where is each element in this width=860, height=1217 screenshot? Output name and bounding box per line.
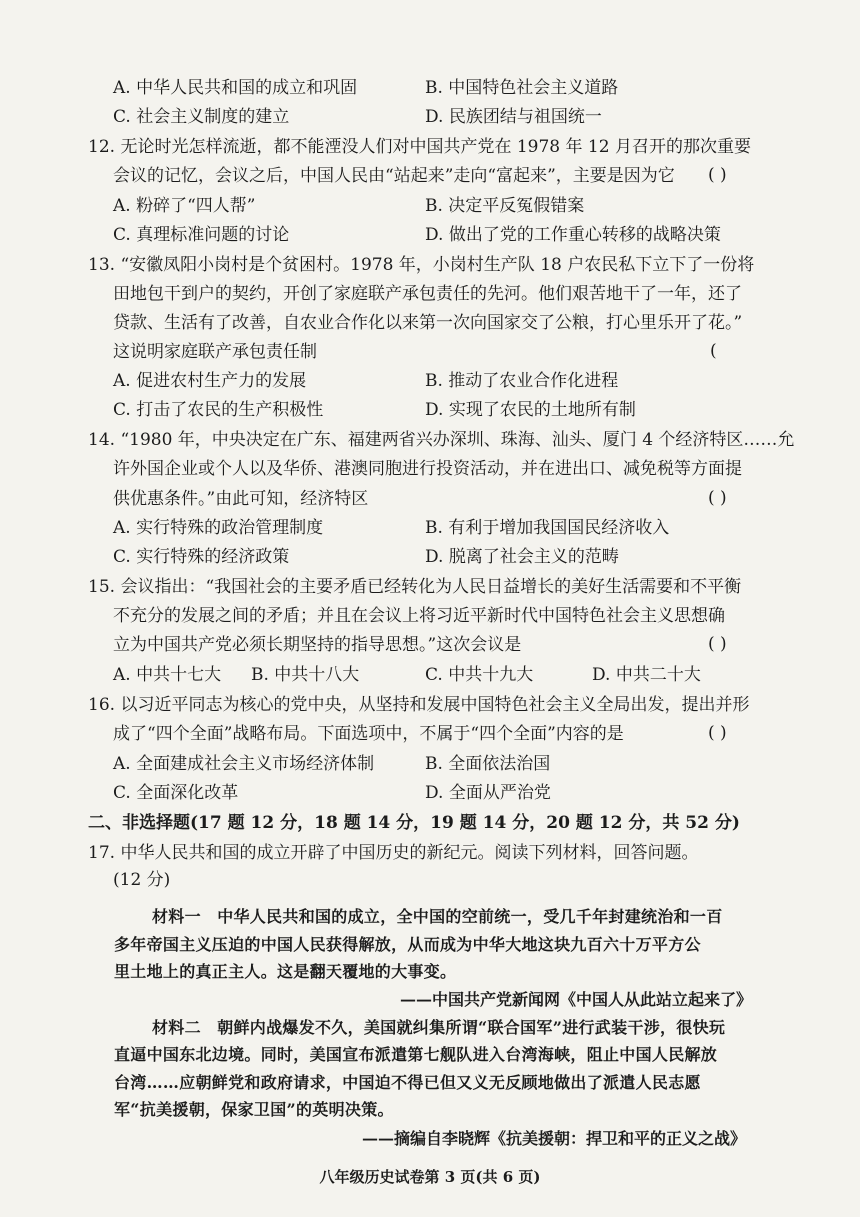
q15-stem-line3: 立为中国共产党必须长期坚持的指导思想。”这次会议是: [113, 635, 522, 655]
material-1-line3: 里土地上的真正主人。这是翻天覆地的大事变。: [114, 962, 457, 981]
q12-stem-line1: 12. 无论时光怎样流逝，都不能湮没人们对中国共产党在 1978 年 12 月召开的那次重要: [88, 137, 751, 157]
q15-option-a: A. 中共十七大: [113, 665, 222, 685]
q16-option-d: D. 全面从严治党: [425, 783, 551, 803]
q13-answer-paren: (: [710, 341, 717, 361]
q13-option-a: A. 促进农村生产力的发展: [113, 371, 307, 391]
material-1-line2: 多年帝国主义压迫的中国人民获得解放，从而成为中华大地这块九百六十万平方公: [114, 935, 701, 954]
q15-option-c: C. 中共十九大: [425, 665, 534, 685]
q12-option-c: C. 真理标准问题的讨论: [113, 225, 290, 245]
material-2-line4: 军“抗美援朝，保家卫国”的英明决策。: [114, 1100, 394, 1119]
material-1-line1: 材料一 中华人民共和国的成立，全中国的空前统一，受几千年封建统治和一百: [152, 907, 723, 926]
material-2-line2: 直逼中国东北边境。同时，美国宣布派遣第七舰队进入台湾海峡，阻止中国人民解放: [114, 1045, 718, 1064]
q14-answer-paren: ( ): [708, 488, 727, 508]
q13-stem-line4: 这说明家庭联产承包责任制: [113, 342, 317, 362]
material-2-line3: 台湾……应朝鲜党和政府请求，中国迫不得已但又义无反顾地做出了派遣人民志愿: [114, 1073, 701, 1092]
q13-stem-line3: 贷款、生活有了改善，自农业合作化以来第一次向国家交了公粮，打心里乐开了花。”: [113, 313, 743, 333]
q15-option-d: D. 中共二十大: [592, 665, 701, 685]
page-footer: 八年级历史试卷第 3 页(共 6 页): [319, 1168, 541, 1186]
q11-option-b: B. 中国特色社会主义道路: [425, 78, 619, 98]
q16-stem-line2: 成了“四个全面”战略布局。下面选项中，不属于“四个全面”内容的是: [113, 724, 624, 744]
material-2-line1: 材料二 朝鲜内战爆发不久，美国就纠集所谓“联合国军”进行武装干涉，很快玩: [152, 1018, 726, 1037]
q16-option-c: C. 全面深化改革: [113, 783, 239, 803]
q12-answer-paren: ( ): [708, 165, 727, 185]
q13-stem-line1: 13. “安徽凤阳小岗村是个贫困村。1978 年，小岗村生产队 18 户农民私下立下了一份将: [88, 255, 755, 275]
q17-stem-line1: 17. 中华人民共和国的成立开辟了中国历史的新纪元。阅读下列材料，回答问题。: [88, 843, 699, 863]
q16-option-a: A. 全面建成社会主义市场经济体制: [113, 754, 375, 774]
q16-answer-paren: ( ): [708, 723, 727, 743]
q14-stem-line3: 供优惠条件。”由此可知，经济特区: [113, 489, 369, 509]
q15-option-b: B. 中共十八大: [251, 665, 360, 685]
material-1-source: ——中国共产党新闻网《中国人从此站立起来了》: [400, 990, 753, 1009]
q12-option-b: B. 决定平反冤假错案: [425, 196, 585, 216]
q13-option-d: D. 实现了农民的土地所有制: [425, 400, 636, 420]
q13-option-c: C. 打击了农民的生产积极性: [113, 400, 324, 420]
material-2-source: ——摘编自李晓辉《抗美援朝：捍卫和平的正义之战》: [362, 1129, 747, 1148]
q13-stem-line2: 田地包干到户的契约，开创了家庭联产承包责任的先河。他们艰苦地干了一年，还了: [113, 284, 742, 304]
q16-stem-line1: 16. 以习近平同志为核心的党中央，从坚持和发展中国特色社会主义全局出发，提出并形: [88, 695, 750, 715]
q16-option-b: B. 全面依法治国: [425, 754, 551, 774]
q13-option-b: B. 推动了农业合作化进程: [425, 371, 619, 391]
q14-option-a: A. 实行特殊的政治管理制度: [113, 518, 324, 538]
q15-stem-line2: 不充分的发展之间的矛盾；并且在会议上将习近平新时代中国特色社会主义思想确: [113, 606, 725, 626]
q12-stem-line2: 会议的记忆，会议之后，中国人民由“站起来”走向“富起来”，主要是因为它: [113, 166, 675, 186]
q11-option-c: C. 社会主义制度的建立: [113, 107, 290, 127]
section-heading: 二、非选择题(17 题 12 分，18 题 14 分，19 题 14 分，20 题 12 分，共 52 分): [88, 813, 740, 833]
q14-option-d: D. 脱离了社会主义的范畴: [425, 547, 619, 567]
q12-option-d: D. 做出了党的工作重心转移的战略决策: [425, 225, 721, 245]
q12-option-a: A. 粉碎了“四人帮”: [113, 196, 256, 216]
q11-option-d: D. 民族团结与祖国统一: [425, 107, 602, 127]
q14-stem-line2: 许外国企业或个人以及华侨、港澳同胞进行投资活动，并在进出口、减免税等方面提: [113, 459, 742, 479]
q15-stem-line1: 15. 会议指出：“我国社会的主要矛盾已经转化为人民日益增长的美好生活需要和不平衡: [88, 577, 742, 597]
q15-answer-paren: ( ): [708, 634, 727, 654]
q14-option-b: B. 有利于增加我国国民经济收入: [425, 518, 670, 538]
q14-stem-line1: 14. “1980 年，中央决定在广东、福建两省兴办深圳、珠海、汕头、厦门 4 个经济特区……允: [88, 430, 795, 450]
q14-option-c: C. 实行特殊的经济政策: [113, 547, 290, 567]
q17-stem-line2: (12 分): [113, 870, 171, 890]
q11-option-a: A. 中华人民共和国的成立和巩固: [113, 78, 358, 98]
